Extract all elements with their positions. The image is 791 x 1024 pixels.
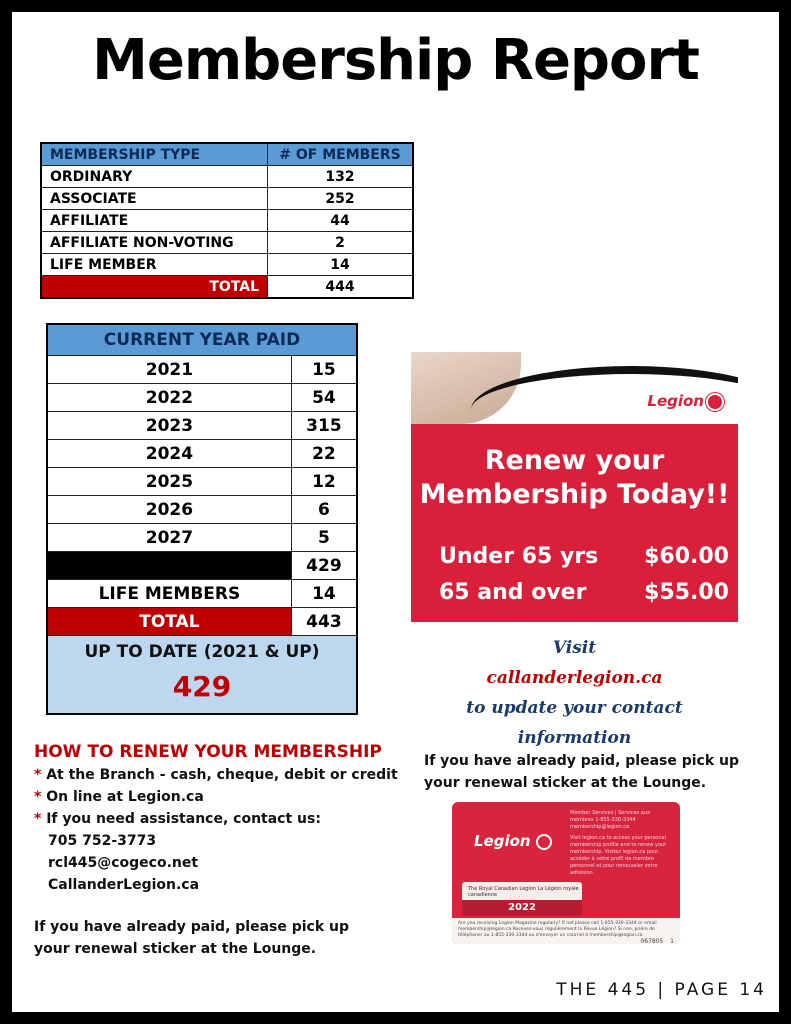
table-row bbox=[47, 524, 357, 552]
year-count-cell: 15 bbox=[291, 356, 357, 384]
poppy-icon bbox=[706, 393, 724, 411]
renew-option-text: At the Branch - cash, cheque, debit or credit bbox=[46, 767, 398, 783]
life-members-label: LIFE MEMBERS bbox=[47, 580, 291, 608]
renew-option-text: On line at Legion.ca bbox=[46, 789, 204, 805]
member-count-cell: 252 bbox=[268, 188, 414, 210]
renew-option-text: If you need assistance, contact us: bbox=[46, 811, 321, 827]
renew-option-online bbox=[34, 786, 404, 808]
year-count-cell: 6 bbox=[291, 496, 357, 524]
membership-type-table bbox=[40, 142, 414, 299]
card-year: 2022 bbox=[462, 900, 582, 916]
table-row bbox=[47, 412, 357, 440]
year-count-cell: 12 bbox=[291, 468, 357, 496]
page-footer: THE 445 | PAGE 14 bbox=[556, 980, 767, 1000]
ad-headline bbox=[411, 444, 738, 512]
card-bottom-note: Are you receiving Legion Magazine regularly? If not please call 1-855-330-3344 or email membership@legion.ca Recevez-vous régulièrement la Revue Légion? Si non, prière de téléphoner au 1-855-330-3344 ou d'envoyer un courriel à membership@legion.ca bbox=[458, 921, 657, 938]
subtotal-row bbox=[47, 552, 357, 580]
already-paid-note bbox=[424, 750, 764, 794]
up-to-date-value: 429 bbox=[172, 670, 232, 703]
table-row bbox=[47, 440, 357, 468]
card-body: Visit legion.ca to access your personal membership profile and to renew your membership. Visitez legion.ca pour accéder à votre profil de membre personnel et pour renouveler votre adhésion. bbox=[570, 835, 667, 876]
up-to-date-cell bbox=[47, 636, 357, 715]
ad-headline-line2: Membership Today!! bbox=[419, 479, 730, 510]
price-label: 65 and over bbox=[439, 580, 587, 605]
table-row bbox=[47, 468, 357, 496]
year-cell: 2026 bbox=[47, 496, 291, 524]
already-paid-line1: If you have already paid, please pick up bbox=[424, 753, 740, 769]
renew-option-branch bbox=[34, 764, 404, 786]
membership-type-cell: AFFILIATE bbox=[41, 210, 268, 232]
card-services: Member Services | Services aux membres 1-855-330-3344 membership@legion.ca bbox=[570, 810, 650, 830]
membership-type-cell: LIFE MEMBER bbox=[41, 254, 268, 276]
contact-phone[interactable]: 705 752-3773 bbox=[48, 833, 157, 849]
member-count-cell: 2 bbox=[268, 232, 414, 254]
already-paid-line2: your renewal sticker at the Lounge. bbox=[424, 775, 707, 791]
renew-option-contact bbox=[34, 808, 404, 830]
card-logo-text: Legion bbox=[474, 832, 531, 850]
up-to-date-label: UP TO DATE (2021 & UP) bbox=[84, 642, 320, 662]
membership-type-cell: ASSOCIATE bbox=[41, 188, 268, 210]
card-strip-label: The Royal Canadian Legion La Légion royale canadienne bbox=[468, 886, 579, 898]
ad-headline-line1: Renew your bbox=[484, 445, 665, 476]
membership-type-cell: AFFILIATE NON-VOTING bbox=[41, 232, 268, 254]
member-count-cell: 14 bbox=[268, 254, 414, 276]
table-row bbox=[47, 356, 357, 384]
table-row bbox=[47, 496, 357, 524]
price-row-under-65 bbox=[439, 544, 729, 569]
how-to-renew-section bbox=[34, 740, 404, 960]
card-legion-logo bbox=[474, 832, 552, 850]
card-bottom-text bbox=[452, 918, 680, 944]
membership-card-image bbox=[452, 802, 680, 944]
website-link[interactable]: callanderlegion.ca bbox=[486, 668, 663, 688]
table-row bbox=[41, 254, 413, 276]
member-count-cell: 44 bbox=[268, 210, 414, 232]
total-value: 444 bbox=[268, 276, 414, 299]
poppy-icon bbox=[536, 834, 552, 850]
card-text bbox=[570, 810, 674, 877]
total-label: TOTAL bbox=[41, 276, 268, 299]
contact-email[interactable]: rcl445@cogeco.net bbox=[48, 855, 199, 871]
subtotal-value: 429 bbox=[291, 552, 357, 580]
year-cell: 2021 bbox=[47, 356, 291, 384]
visit-label: Visit bbox=[552, 638, 597, 658]
total-row bbox=[47, 608, 357, 636]
year-count-cell: 54 bbox=[291, 384, 357, 412]
price-value: $60.00 bbox=[644, 544, 729, 569]
total-label: TOTAL bbox=[47, 608, 291, 636]
year-cell: 2023 bbox=[47, 412, 291, 440]
table-row bbox=[41, 210, 413, 232]
card-number: 067805 _ 1 bbox=[640, 938, 674, 944]
year-cell: 2022 bbox=[47, 384, 291, 412]
asterisk-icon: * bbox=[34, 789, 47, 805]
year-count-cell: 315 bbox=[291, 412, 357, 440]
membership-type-cell: ORDINARY bbox=[41, 166, 268, 188]
visit-website-block bbox=[411, 633, 738, 753]
year-cell: 2024 bbox=[47, 440, 291, 468]
member-count-cell: 132 bbox=[268, 166, 414, 188]
total-value: 443 bbox=[291, 608, 357, 636]
asterisk-icon: * bbox=[34, 811, 47, 827]
table-row bbox=[47, 384, 357, 412]
contact-website[interactable]: CallanderLegion.ca bbox=[48, 877, 200, 893]
price-row-65-over bbox=[439, 580, 729, 605]
col-membership-type: MEMBERSHIP TYPE bbox=[41, 143, 268, 166]
page-title: Membership Report bbox=[92, 28, 699, 93]
legion-logo-text: Legion bbox=[647, 392, 704, 410]
how-to-renew-heading: HOW TO RENEW YOUR MEMBERSHIP bbox=[34, 742, 382, 762]
legion-logo bbox=[647, 392, 724, 411]
life-members-value: 14 bbox=[291, 580, 357, 608]
price-value: $55.00 bbox=[644, 580, 729, 605]
already-paid-line2: your renewal sticker at the Lounge. bbox=[34, 941, 317, 957]
total-row bbox=[41, 276, 413, 299]
update-contact-text: to update your contact information bbox=[466, 698, 683, 748]
table-row bbox=[41, 232, 413, 254]
table-row bbox=[41, 166, 413, 188]
up-to-date-row bbox=[47, 636, 357, 715]
price-label: Under 65 yrs bbox=[439, 544, 599, 569]
year-count-cell: 22 bbox=[291, 440, 357, 468]
life-members-row bbox=[47, 580, 357, 608]
current-year-paid-table bbox=[46, 323, 358, 715]
already-paid-line1: If you have already paid, please pick up bbox=[34, 919, 350, 935]
year-count-cell: 5 bbox=[291, 524, 357, 552]
year-cell: 2025 bbox=[47, 468, 291, 496]
subtotal-blank bbox=[47, 552, 291, 580]
renew-membership-ad bbox=[411, 352, 738, 622]
table-row bbox=[41, 188, 413, 210]
year-table-header: CURRENT YEAR PAID bbox=[47, 324, 357, 356]
asterisk-icon: * bbox=[34, 767, 47, 783]
year-cell: 2027 bbox=[47, 524, 291, 552]
col-member-count: # OF MEMBERS bbox=[268, 143, 414, 166]
